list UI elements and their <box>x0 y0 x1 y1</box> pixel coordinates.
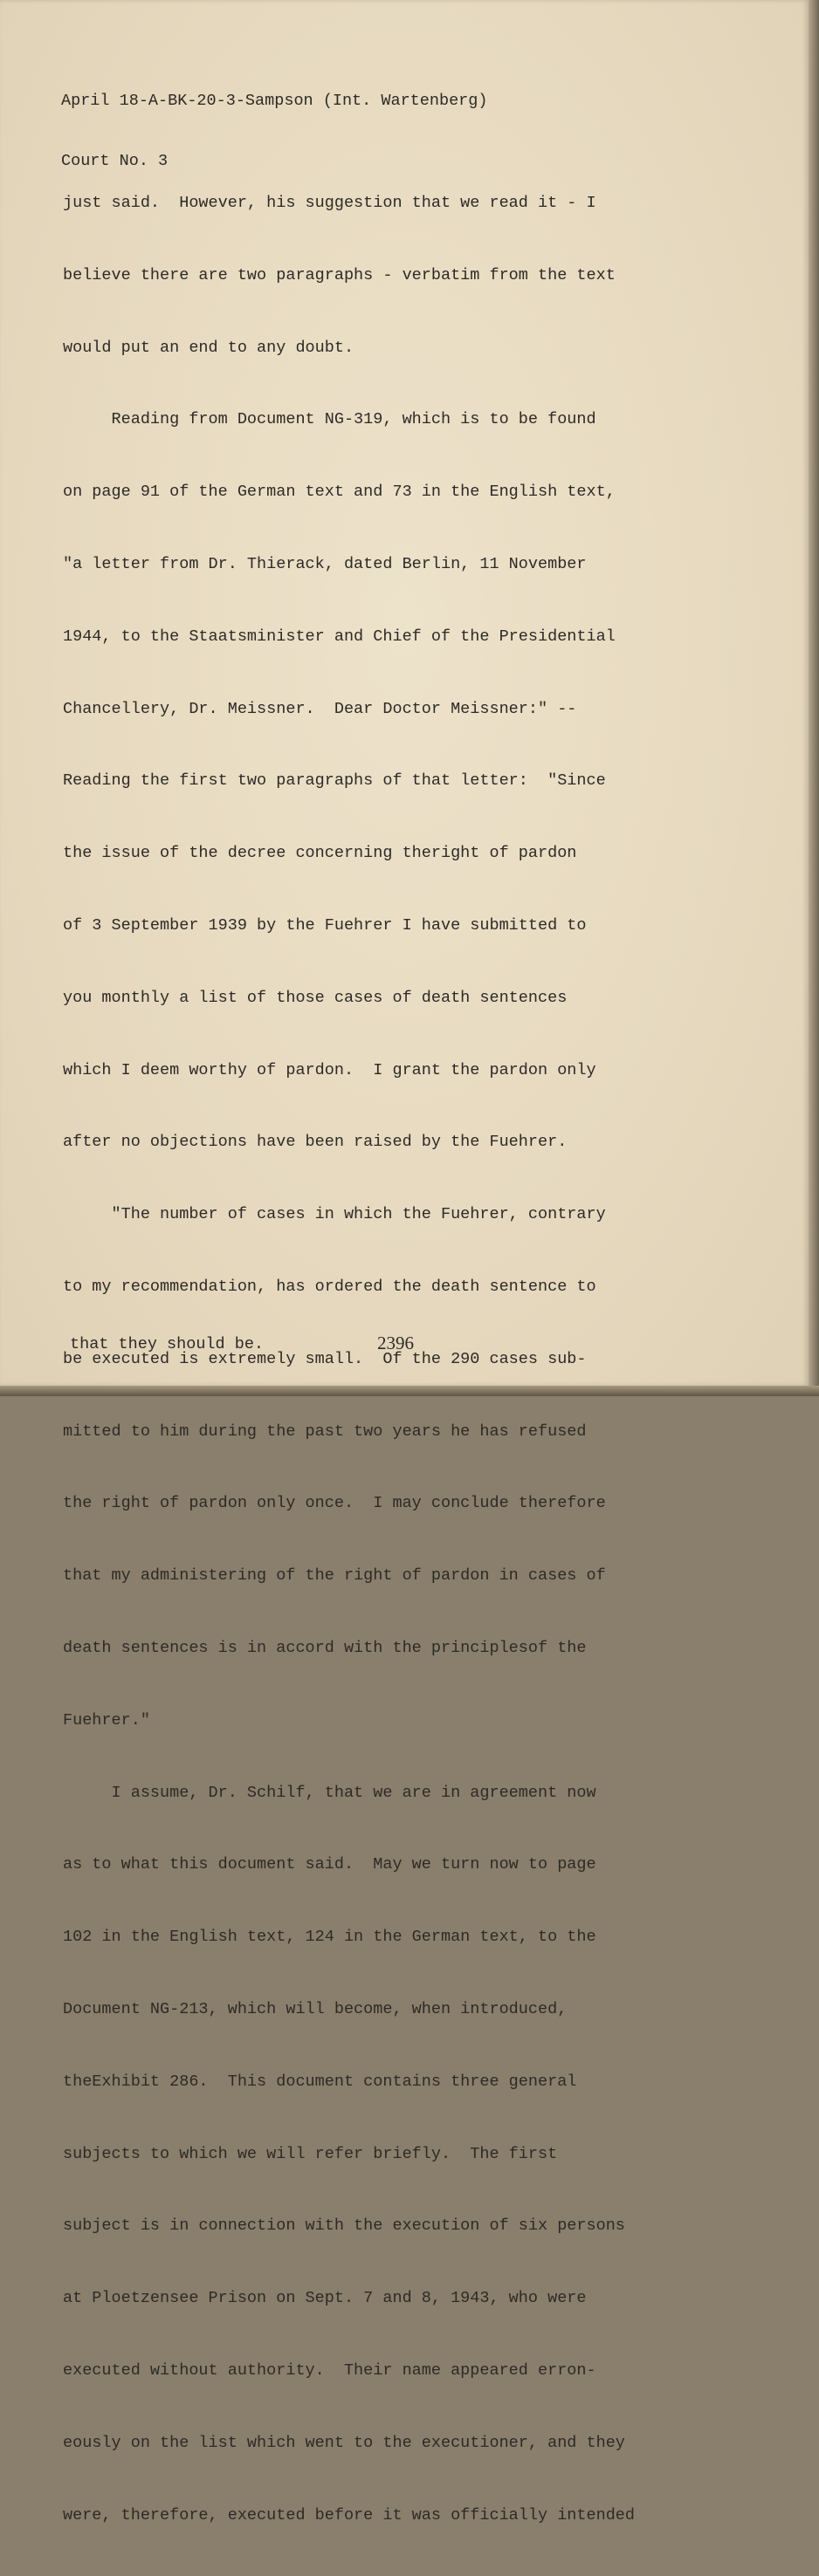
transcript-line: executed without authority. Their name appeared erron- <box>63 2360 596 2380</box>
transcript-line: I assume, Dr. Schilf, that we are in agreement now <box>63 1783 596 1802</box>
transcript-line: the issue of the decree concerning theright of pardon <box>63 844 577 863</box>
transcript-line: that my administering of the right of pardon in cases of <box>63 1566 606 1586</box>
transcript-line: to my recommendation, has ordered the death sentence to <box>63 1277 596 1296</box>
transcript-line: of 3 September 1939 by the Fuehrer I have submitted to <box>63 915 587 935</box>
transcript-line: Reading the first two paragraphs of that letter: "Since <box>63 771 606 791</box>
transcript-line: Reading from Document NG-319, which is to be found <box>63 410 596 429</box>
page-number: 2396 <box>377 1333 414 1353</box>
transcript-line: Document NG-213, which will become, when introduced, <box>63 1999 568 2018</box>
scan-edge-bottom <box>0 1386 819 1396</box>
header-line-session: April 18-A-BK-20-3-Sampson (Int. Wartenberg) <box>61 92 488 110</box>
transcript-line: the right of pardon only once. I may conclude therefore <box>63 1494 606 1513</box>
transcript-line: after no objections have been raised by the Fuehrer. <box>63 1133 568 1152</box>
transcript-line: Chancellery, Dr. Meissner. Dear Doctor Meissner:" -- <box>63 699 577 718</box>
transcript-line: on page 91 of the German text and 73 in the English text, <box>63 483 616 502</box>
header-line-court: Court No. 3 <box>61 152 169 170</box>
transcript-line: mitted to him during the past two years he has refused <box>63 1422 587 1441</box>
transcript-line: "a letter from Dr. Thierack, dated Berlin, 11 November <box>63 554 587 573</box>
transcript-line: subjects to which we will refer briefly. The first <box>63 2144 558 2163</box>
transcript-line: would put an end to any doubt. <box>63 338 354 357</box>
transcript-line: believe there are two paragraphs - verbatim from the text <box>63 265 616 284</box>
scan-edge-right <box>809 0 819 1396</box>
transcript-line: be executed is extremely small. Of the 290 cases sub- <box>63 1349 587 1368</box>
transcript-line: "The number of cases in which the Fuehrer, contrary <box>63 1205 606 1224</box>
transcript-line: Fuehrer." <box>63 1710 150 1730</box>
transcript-line: theExhibit 286. This document contains three general <box>63 2072 577 2091</box>
final-line: that they should be. <box>70 1335 265 1353</box>
transcript-line: subject is in connection with the execution of six persons <box>63 2216 625 2236</box>
transcript-line: you monthly a list of those cases of death sentences <box>63 988 568 1007</box>
transcript-line: death sentences is in accord with the principlesof the <box>63 1638 587 1657</box>
transcript-line: at Ploetzensee Prison on Sept. 7 and 8, 1943, who were <box>63 2289 587 2308</box>
transcript-line: 102 in the English text, 124 in the German text, to the <box>63 1928 596 1947</box>
transcript-line: 1944, to the Staatsminister and Chief of the Presidential <box>63 627 616 646</box>
transcript-body <box>63 155 635 2576</box>
transcript-line: just said. However, his suggestion that we read it - I <box>63 194 596 212</box>
transcript-line: eously on the list which went to the executioner, and they <box>63 2433 625 2452</box>
transcript-line: as to what this document said. May we turn now to page <box>63 1855 596 1874</box>
transcript-line: were, therefore, executed before it was officially intended <box>63 2505 636 2525</box>
transcript-line: which I deem worthy of pardon. I grant the pardon only <box>63 1060 596 1079</box>
